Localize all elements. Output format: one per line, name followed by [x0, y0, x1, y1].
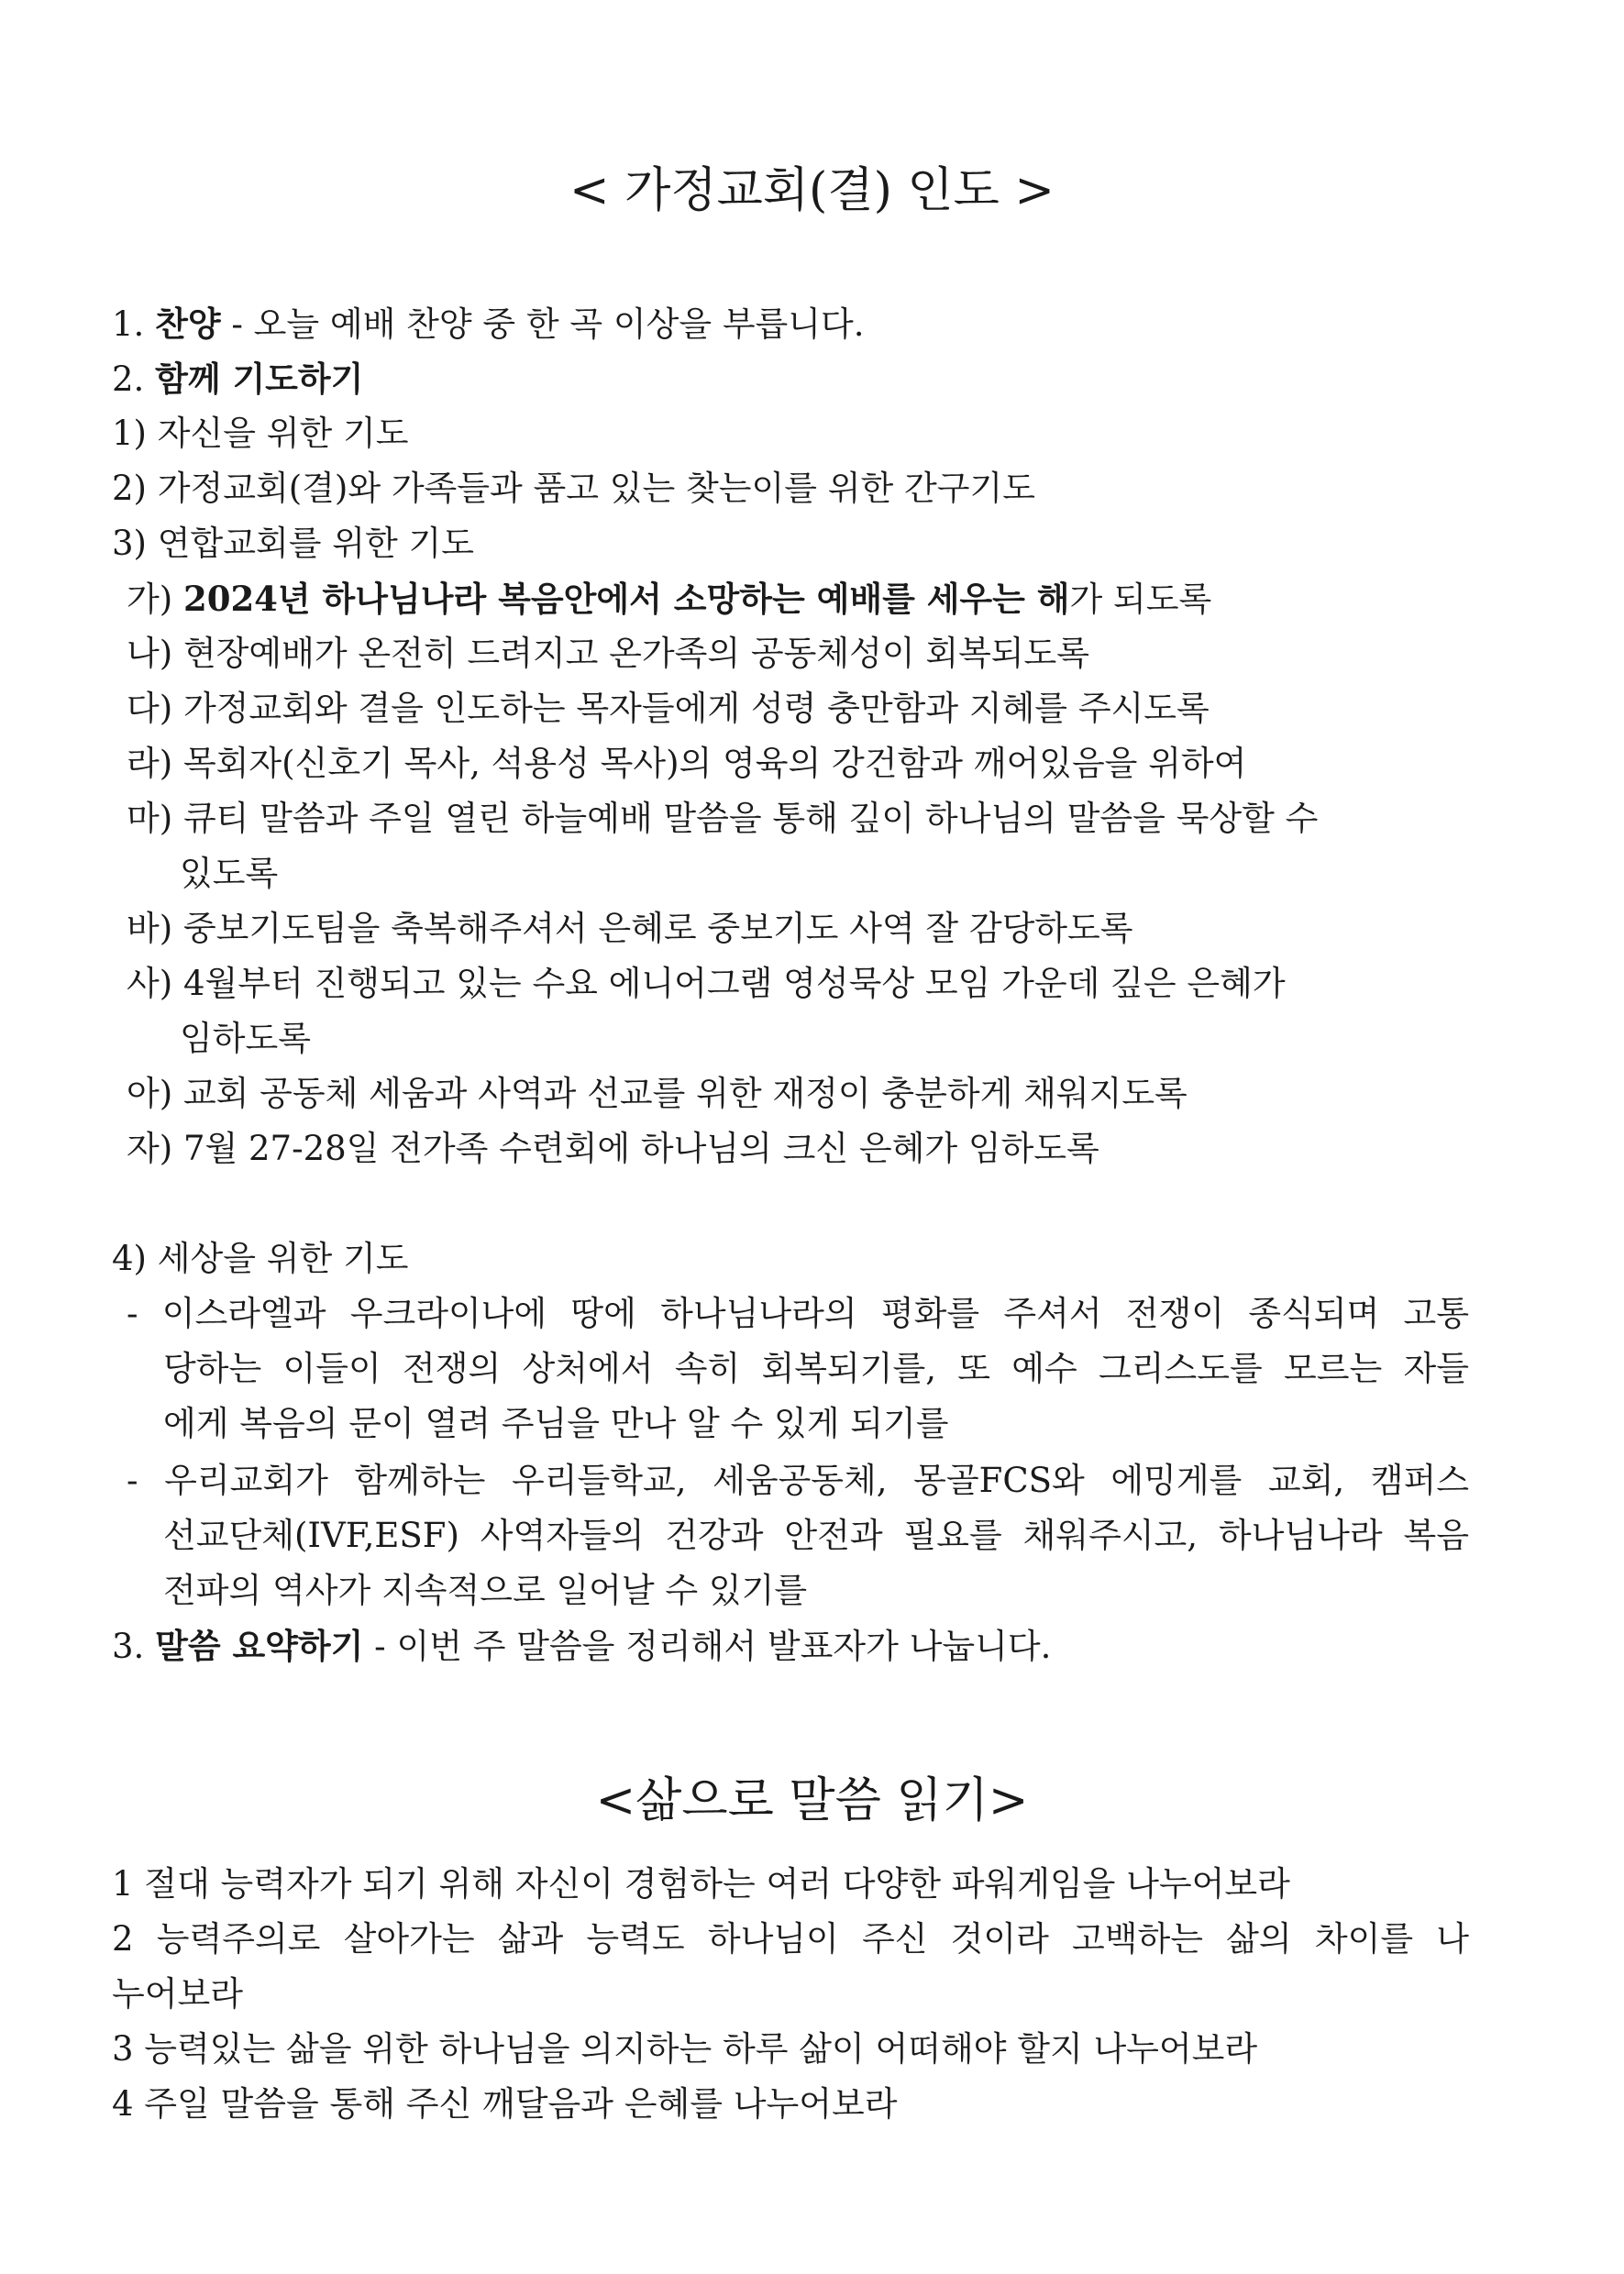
world-prayer-1-cont: 에게 복음의 문이 열려 주님을 만나 알 수 있게 되기를 [163, 1404, 949, 1443]
world-prayer-1-cont: 당하는 이들이 전쟁의 상처에서 속히 회복되기를, 또 예수 그리스도를 모르는 자들 [163, 1349, 1469, 1388]
question-2-cont: 누어보라 [112, 1974, 243, 2014]
item-number: 2. [112, 359, 145, 399]
section-title: <삶으로 말씀 읽기> [595, 1773, 1029, 1828]
question-3: 3 능력있는 삶을 위한 하나님을 의지하는 하루 삶이 어떠해야 할지 나누어보라 [112, 2029, 1258, 2069]
prayer-item-a: 아) 교회 공동체 세움과 사역과 선교를 위한 재정이 충분하게 채워지도록 [127, 1074, 1188, 1113]
prayer-item-ma: 마) 큐티 말씀과 주일 열린 하늘예배 말씀을 통해 깊이 하나님의 말씀을 묵상할 수 [127, 799, 1319, 838]
world-prayer-2-cont: 선교단체(IVF,ESF) 사역자들의 건강과 안전과 필요를 채워주시고, 하나님나라 복음 [163, 1516, 1469, 1555]
item-number: 3. [112, 1627, 145, 1666]
prayer-item-ga [127, 576, 1484, 623]
item-heading: 함께 기도하기 [155, 359, 364, 399]
question-2: 2 능력주의로 살아가는 삶과 능력도 하나님이 주신 것이라 고백하는 삶의 차이를 나 [112, 1919, 1469, 1959]
highlight-text: 2024년 하나님나라 복음안에서 소망하는 예배를 세우는 해 [182, 579, 1070, 619]
prayer-church: 3) 연합교회를 위한 기도 [112, 524, 474, 563]
prayer-item-ba: 바) 중보기도팀을 축복해주셔서 은혜로 중보기도 사역 잘 감당하도록 [127, 909, 1133, 948]
question-4: 4 주일 말씀을 통해 주신 깨달음과 은혜를 나누어보라 [112, 2084, 898, 2124]
item-text: - 오늘 예배 찬양 중 한 곡 이상을 부릅니다. [220, 304, 865, 344]
prayer-item-da: 다) 가정교회와 결을 인도하는 목자들에게 성령 충만함과 지혜를 주시도록 [127, 689, 1210, 728]
item-summary [112, 1623, 1469, 1670]
world-prayer-2: - 우리교회가 함께하는 우리들학교, 세움공동체, 몽골FCS와 에밍게를 교회, 캠퍼스 [127, 1461, 1469, 1500]
prayer-intercession: 2) 가정교회(결)와 가족들과 품고 있는 찾는이를 위한 간구기도 [112, 469, 1035, 508]
question-1: 1 절대 능력자가 되기 위해 자신이 경험하는 여러 다양한 파워게임을 나누어보라 [112, 1864, 1290, 1904]
item-heading: 찬양 [155, 304, 221, 344]
prayer-item-ra: 라) 목회자(신호기 목사, 석용성 목사)의 영육의 강건함과 깨어있음을 위하여 [127, 744, 1247, 783]
item-text: - 이번 주 말씀을 정리해서 발표자가 나눕니다. [363, 1627, 1052, 1666]
prayer-item-ma-cont: 있도록 [180, 854, 279, 893]
list-text: 가 되도록 [1069, 580, 1212, 619]
prayer-self: 1) 자신을 위한 기도 [112, 414, 409, 453]
prayer-world: 4) 세상을 위한 기도 [112, 1239, 409, 1278]
prayer-item-ja: 자) 7월 27-28일 전가족 수련회에 하나님의 크신 은혜가 임하도록 [127, 1129, 1099, 1168]
prayer-item-sa-cont: 임하도록 [180, 1019, 311, 1058]
prayer-item-sa: 사) 4월부터 진행되고 있는 수요 에니어그램 영성묵상 모임 가운데 깊은 은혜가 [127, 964, 1286, 1003]
world-prayer-1: - 이스라엘과 우크라이나에 땅에 하나님나라의 평화를 주셔서 전쟁이 종식되며 고통 [127, 1294, 1469, 1333]
item-heading: 말씀 요약하기 [155, 1626, 364, 1666]
world-prayer-2-cont: 전파의 역사가 지속적으로 일어날 수 있기를 [163, 1571, 808, 1610]
prayer-item-na: 나) 현장예배가 온전히 드려지고 온가족의 공동체성이 회복되도록 [127, 634, 1090, 673]
item-prayer [112, 356, 1469, 403]
page-title: < 가정교회(결) 인도 > [569, 163, 1055, 218]
item-praise [112, 301, 1469, 348]
list-marker: 가) [127, 580, 183, 619]
item-number: 1. [112, 304, 145, 344]
